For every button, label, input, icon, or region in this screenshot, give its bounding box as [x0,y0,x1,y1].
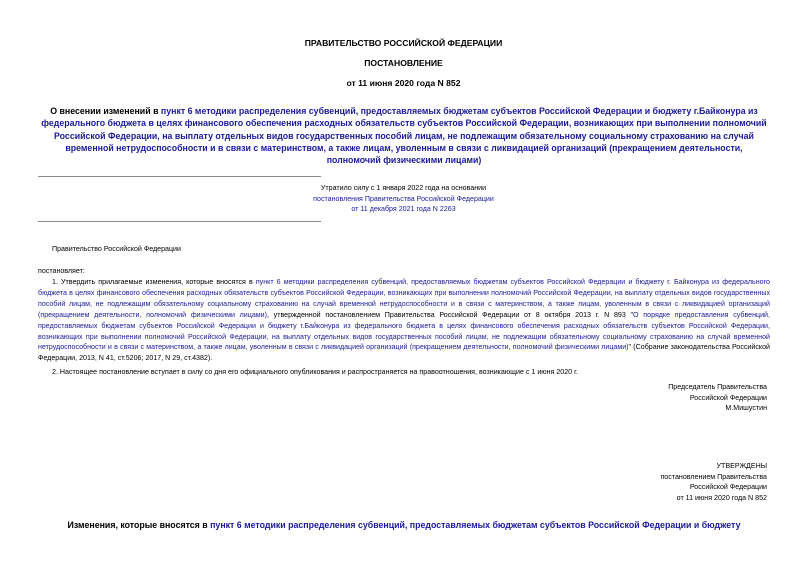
signature-country: Российской Федерации [689,393,767,402]
item-1-link-decree-893[interactable]: О порядке предоставления субвенций, предоставляемых бюджетам субъектов Российской Федерации и бюджету г.Байконура из федерального бюджета в целях финансового обеспечения расходных обязательств субъектов Российской Федерации, возникающих при выполнении полномочий Российской Федерации, на выплату отдельных видов государственных пособий лицам, не подлежащим обязательному социальному страхованию на случай временной нетрудоспособности и в связи с материнством, а также лицам, уволенным в связи с ликвидацией организаций (прекращением деятельности, полномочий физическими лицами) [38,310,770,352]
status-rule-bottom [38,221,321,222]
changes-heading-prefix: Изменения, которые вносятся в [67,520,211,530]
government-heading: ПРАВИТЕЛЬСТВО РОССИЙСКОЙ ФЕДЕРАЦИИ [304,38,503,48]
title-prefix: О внесении изменений в [50,106,161,116]
title-link[interactable]: пункт 6 методики распределения субвенций, предоставляемых бюджетам субъектов Российской Федерации и бюджету г.Байконура из федерального бюджета в целях финансового обеспечения расходных обязательств субъектов Российской Федерации, возникающих при выполнении полномочий Российской Федерации, на выплату отдельных видов государственных пособий лицам, не подлежащим обязательному социальному страхованию на случай временной нетрудоспособности и в связи с материнством, а также лицам, уволенным в связи с ликвидацией организаций (прекращением деятельности, полномочий физическими лицами) [41,106,767,166]
changes-heading [38,520,770,530]
issuer-line: Правительство Российской Федерации [52,245,181,253]
changes-heading-link[interactable]: пункт 6 методики распределения субвенций, предоставляемых бюджетам субъектов Российской Федерации и бюджету [210,520,741,530]
decrees-line: постановляет: [38,267,85,275]
item-1-text-c: " (Собрание законодательства Российской Федерации, 2013, N 41, ст.5206; 2017, N 29, ст.4382). [38,343,770,363]
item-1 [38,277,770,364]
item-2: 2. Настоящее постановление вступает в силу со дня его официального опубликования и распространяется на правоотношения, возникающие с 1 июня 2020 г. [52,368,578,376]
document-type-heading: ПОСТАНОВЛЕНИЕ [364,58,443,68]
document-title [38,105,770,166]
item-1-text-a: 1. Утвердить прилагаемые изменения, которые вносятся в [52,278,256,286]
approval-line-3: Российской Федерации [689,483,767,492]
item-1-link-methodology[interactable]: пункт 6 методики распределения субвенций, предоставляемых бюджетам субъектов Российской Федерации и бюджету г. Байконура из федерального бюджета в целях финансового обеспечения расходных обязательств субъектов Российской Федерации, возникающих при выполнении полномочий Российской Федерации, на выплату отдельных видов государственных пособий лицам, не подлежащим обязательному социальному страхованию на случай временной нетрудоспособности и в связи с материнством, а также лицам, уволенным в связи с ликвидацией организаций (прекращением деятельности, полномочий физическими лицами) [38,278,770,319]
approval-heading: УТВЕРЖДЕНЫ [716,462,767,470]
approval-line-2: постановлением Правительства [660,472,767,481]
approval-block [660,461,767,503]
approval-line-4: от 11 июня 2020 года N 852 [676,493,767,502]
document-date: от 11 июня 2020 года N 852 [346,78,461,88]
status-note-link-1[interactable]: постановления Правительства Российской Федерации [313,194,494,203]
status-rule-top [38,176,321,177]
status-note [250,183,557,215]
item-1-text-b: , утвержденной постановлением Правительства Российской Федерации от 8 октября 2013 г. N 893 " [266,310,634,319]
signature-name: М.Мишустин [725,404,767,413]
status-note-link-2[interactable]: от 11 декабря 2021 года N 2263 [351,205,456,214]
status-note-text: Утратило силу с 1 января 2022 года на основании [320,184,487,192]
signature-block [668,382,767,414]
signature-title: Председатель Правительства [668,383,767,391]
